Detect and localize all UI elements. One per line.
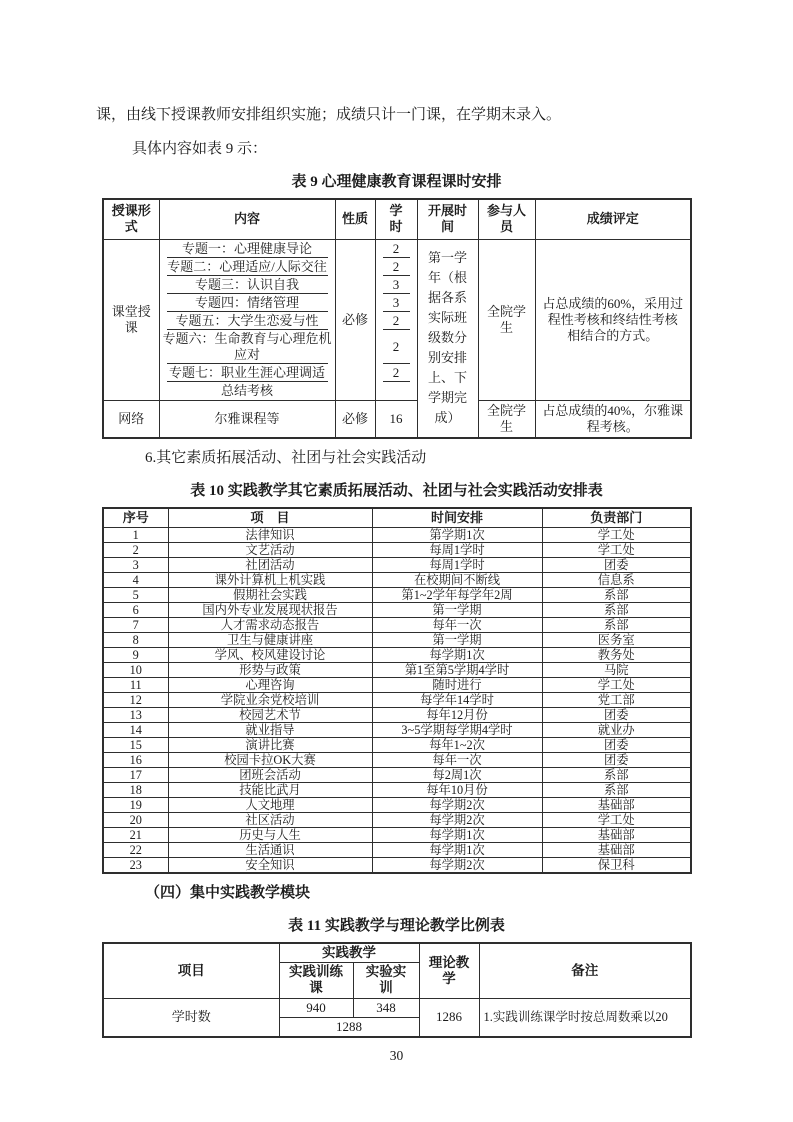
index-cell: 2: [103, 542, 168, 557]
table-row: [103, 812, 691, 827]
schedule-cell: 每周1学时: [372, 557, 542, 572]
network-hours-cell: 16: [375, 400, 417, 438]
table-row: [103, 842, 691, 857]
table-row: [103, 617, 691, 632]
schedule-cell: 每年1~2次: [372, 737, 542, 752]
topic-cell: 专题七：职业生涯心理调适: [159, 364, 335, 382]
project-cell: 学院业余党校培训: [168, 692, 372, 707]
department-cell: 系部: [542, 767, 691, 782]
topic-cell: 专题一：心理健康导论: [159, 239, 335, 258]
table-row: [103, 737, 691, 752]
table-row: [103, 632, 691, 647]
project-cell: 国内外专业发展现状报告: [168, 602, 372, 617]
department-cell: 基础部: [542, 797, 691, 812]
index-cell: 13: [103, 707, 168, 722]
participants-cell: 全院学生: [478, 239, 535, 400]
table10-title: 表 10 实践教学其它素质拓展活动、社团与社会实践活动安排表: [190, 482, 603, 499]
project-cell: 社团活动: [168, 557, 372, 572]
experiment-value: 348: [353, 998, 419, 1017]
network-content-cell: 尔雅课程等: [159, 400, 335, 438]
table-row: [103, 722, 691, 737]
project-cell: 安全知识: [168, 857, 372, 873]
practice-total-value: 1288: [279, 1017, 419, 1037]
index-cell: 9: [103, 647, 168, 662]
index-cell: 22: [103, 842, 168, 857]
hours-cell: 2: [375, 258, 417, 276]
table11-header-theory: 理论教学: [419, 943, 479, 999]
table-row: [103, 587, 691, 602]
project-cell: 历史与人生: [168, 827, 372, 842]
index-cell: 21: [103, 827, 168, 842]
project-cell: 学风、校风建设讨论: [168, 647, 372, 662]
table-row: [103, 998, 691, 1017]
table10-header-department: 负责部门: [542, 508, 691, 528]
section-4-heading: （四）集中实践教学模块: [145, 884, 311, 901]
network-participants-cell: 全院学生: [478, 400, 535, 438]
project-cell: 社区活动: [168, 812, 372, 827]
index-cell: 17: [103, 767, 168, 782]
department-cell: 教务处: [542, 647, 691, 662]
project-cell: 人文地理: [168, 797, 372, 812]
department-cell: 系部: [542, 587, 691, 602]
index-cell: 19: [103, 797, 168, 812]
topic-cell: 专题二：心理适应/人际交往: [159, 258, 335, 276]
project-cell: 课外计算机上机实践: [168, 572, 372, 587]
department-cell: 学工处: [542, 812, 691, 827]
table-row: [103, 527, 691, 542]
network-nature-cell: 必修: [335, 400, 375, 438]
project-cell: 生活通识: [168, 842, 372, 857]
index-cell: 11: [103, 677, 168, 692]
index-cell: 8: [103, 632, 168, 647]
hours-cell: 2: [375, 312, 417, 330]
hours-cell: [375, 382, 417, 401]
department-cell: 系部: [542, 602, 691, 617]
table10-header-project: 项 目: [168, 508, 372, 528]
table9-header-hours: 学时: [375, 199, 417, 239]
table-row: [103, 647, 691, 662]
department-cell: 团委: [542, 752, 691, 767]
index-cell: 14: [103, 722, 168, 737]
department-cell: 学工处: [542, 677, 691, 692]
section-6-heading: 6.其它素质拓展活动、社团与社会实践活动: [145, 449, 427, 466]
schedule-cell: 每学期1次: [372, 647, 542, 662]
project-cell: 卫生与健康讲座: [168, 632, 372, 647]
department-cell: 就业办: [542, 722, 691, 737]
table-row: [103, 677, 691, 692]
table-row: [103, 767, 691, 782]
project-cell: 形势与政策: [168, 662, 372, 677]
table-10: [102, 507, 692, 874]
table10-header-row: [103, 508, 691, 528]
table-row: [103, 662, 691, 677]
project-cell: 校园卡拉OK大赛: [168, 752, 372, 767]
department-cell: 保卫科: [542, 857, 691, 873]
index-cell: 5: [103, 587, 168, 602]
table11-header-experiment: 实验实训: [353, 962, 419, 998]
evaluation-cell: 占总成绩的60%，采用过程性考核和终结性考核相结合的方式。: [535, 239, 691, 400]
table9-header-form: 授课形式: [103, 199, 159, 239]
item-cell: 学时数: [103, 998, 279, 1037]
table-row: [103, 572, 691, 587]
table-row: [103, 602, 691, 617]
project-cell: 法律知识: [168, 527, 372, 542]
hours-cell: 2: [375, 239, 417, 258]
table10-header-schedule: 时间安排: [372, 508, 542, 528]
index-cell: 3: [103, 557, 168, 572]
table11-header-row-1: [103, 943, 691, 963]
table9-header-evaluation: 成绩评定: [535, 199, 691, 239]
table11-title: 表 11 实践教学与理论教学比例表: [288, 917, 505, 934]
schedule-cell: 每学期1次: [372, 842, 542, 857]
department-cell: 系部: [542, 617, 691, 632]
hours-cell: 3: [375, 294, 417, 312]
department-cell: 团委: [542, 737, 691, 752]
index-cell: 16: [103, 752, 168, 767]
topic-cell: 专题六：生命教育与心理危机应对: [159, 330, 335, 364]
table-row: [103, 692, 691, 707]
department-cell: 医务室: [542, 632, 691, 647]
index-cell: 23: [103, 857, 168, 873]
index-cell: 7: [103, 617, 168, 632]
table11-header-practice-training: 实践训练课: [279, 962, 353, 998]
table9-header-row: [103, 199, 691, 239]
schedule-cell: 第学期1次: [372, 527, 542, 542]
nature-cell: 必修: [335, 239, 375, 400]
topic-cell: 专题三：认识自我: [159, 276, 335, 294]
schedule-cell: 每学期2次: [372, 797, 542, 812]
table9-header-nature: 性质: [335, 199, 375, 239]
index-cell: 12: [103, 692, 168, 707]
schedule-cell: 每年10月份: [372, 782, 542, 797]
table9-header-schedule: 开展时间: [417, 199, 478, 239]
index-cell: 20: [103, 812, 168, 827]
schedule-cell: 3~5学期每学期4学时: [372, 722, 542, 737]
department-cell: 党工部: [542, 692, 691, 707]
schedule-cell: 第一学期: [372, 602, 542, 617]
practice-training-value: 940: [279, 998, 353, 1017]
index-cell: 1: [103, 527, 168, 542]
table9-header-participants: 参与人员: [478, 199, 535, 239]
table-row: [103, 827, 691, 842]
form-classroom-cell: 课堂授课: [103, 239, 159, 400]
department-cell: 马院: [542, 662, 691, 677]
hours-cell: 2: [375, 330, 417, 364]
schedule-cell: 每学年14学时: [372, 692, 542, 707]
table-row: [103, 857, 691, 873]
department-cell: 团委: [542, 557, 691, 572]
department-cell: 信息系: [542, 572, 691, 587]
table11-header-remark: 备注: [479, 943, 691, 999]
index-cell: 15: [103, 737, 168, 752]
project-cell: 心理咨询: [168, 677, 372, 692]
index-cell: 10: [103, 662, 168, 677]
schedule-cell: 第一学年（根据各系实际班级数分别安排上、下学期完成）: [417, 239, 478, 438]
table-row: [103, 557, 691, 572]
table9-title: 表 9 心理健康教育课程课时安排: [291, 174, 502, 190]
table10-header-index: 序号: [103, 508, 168, 528]
project-cell: 就业指导: [168, 722, 372, 737]
hours-cell: 3: [375, 276, 417, 294]
schedule-cell: 每年一次: [372, 752, 542, 767]
remark-cell: 1.实践训练课学时按总周数乘以20: [479, 998, 691, 1037]
network-evaluation-cell: 占总成绩的40%，尔雅课程考核。: [535, 400, 691, 438]
project-cell: 人才需求动态报告: [168, 617, 372, 632]
schedule-cell: 每年12月份: [372, 707, 542, 722]
project-cell: 校园艺术节: [168, 707, 372, 722]
project-cell: 演讲比赛: [168, 737, 372, 752]
paragraph-intro-table9: 具体内容如表 9 示：: [132, 141, 268, 157]
schedule-cell: 第1至第5学期4学时: [372, 662, 542, 677]
schedule-cell: 每周1学时: [372, 542, 542, 557]
form-network-cell: 网络: [103, 400, 159, 438]
department-cell: 基础部: [542, 827, 691, 842]
schedule-cell: 每年一次: [372, 617, 542, 632]
table-row: [103, 400, 691, 438]
table-row: [103, 752, 691, 767]
table-row: [103, 239, 691, 258]
department-cell: 基础部: [542, 842, 691, 857]
index-cell: 6: [103, 602, 168, 617]
table-row: [103, 542, 691, 557]
table-11: [102, 942, 692, 1038]
table-row: [103, 797, 691, 812]
department-cell: 学工处: [542, 527, 691, 542]
schedule-cell: 第1~2学年每学年2周: [372, 587, 542, 602]
theory-value: 1286: [419, 998, 479, 1037]
hours-cell: 2: [375, 364, 417, 382]
project-cell: 团班会活动: [168, 767, 372, 782]
table11-header-practice: 实践教学: [279, 943, 419, 963]
paragraph-continuation: 课，由线下授课教师安排组织实施；成绩只计一门课，在学期末录入。: [96, 107, 562, 123]
table-row: [103, 782, 691, 797]
project-cell: 技能比武月: [168, 782, 372, 797]
schedule-cell: 每学期2次: [372, 857, 542, 873]
schedule-cell: 每学期1次: [372, 827, 542, 842]
table9-header-content: 内容: [159, 199, 335, 239]
schedule-cell: 第一学期: [372, 632, 542, 647]
topic-cell: 总结考核: [159, 382, 335, 401]
index-cell: 18: [103, 782, 168, 797]
schedule-cell: 每学期2次: [372, 812, 542, 827]
table-row: [103, 707, 691, 722]
index-cell: 4: [103, 572, 168, 587]
topic-cell: 专题四：情绪管理: [159, 294, 335, 312]
schedule-cell: 每2周1次: [372, 767, 542, 782]
schedule-cell: 在校期间不断线: [372, 572, 542, 587]
project-cell: 假期社会实践: [168, 587, 372, 602]
topic-cell: 专题五：大学生恋爱与性: [159, 312, 335, 330]
table-9: [102, 198, 692, 439]
department-cell: 团委: [542, 707, 691, 722]
department-cell: 学工处: [542, 542, 691, 557]
department-cell: 系部: [542, 782, 691, 797]
page-number: 30: [389, 1047, 404, 1063]
schedule-cell: 随时进行: [372, 677, 542, 692]
project-cell: 文艺活动: [168, 542, 372, 557]
table11-header-item: 项目: [103, 943, 279, 999]
